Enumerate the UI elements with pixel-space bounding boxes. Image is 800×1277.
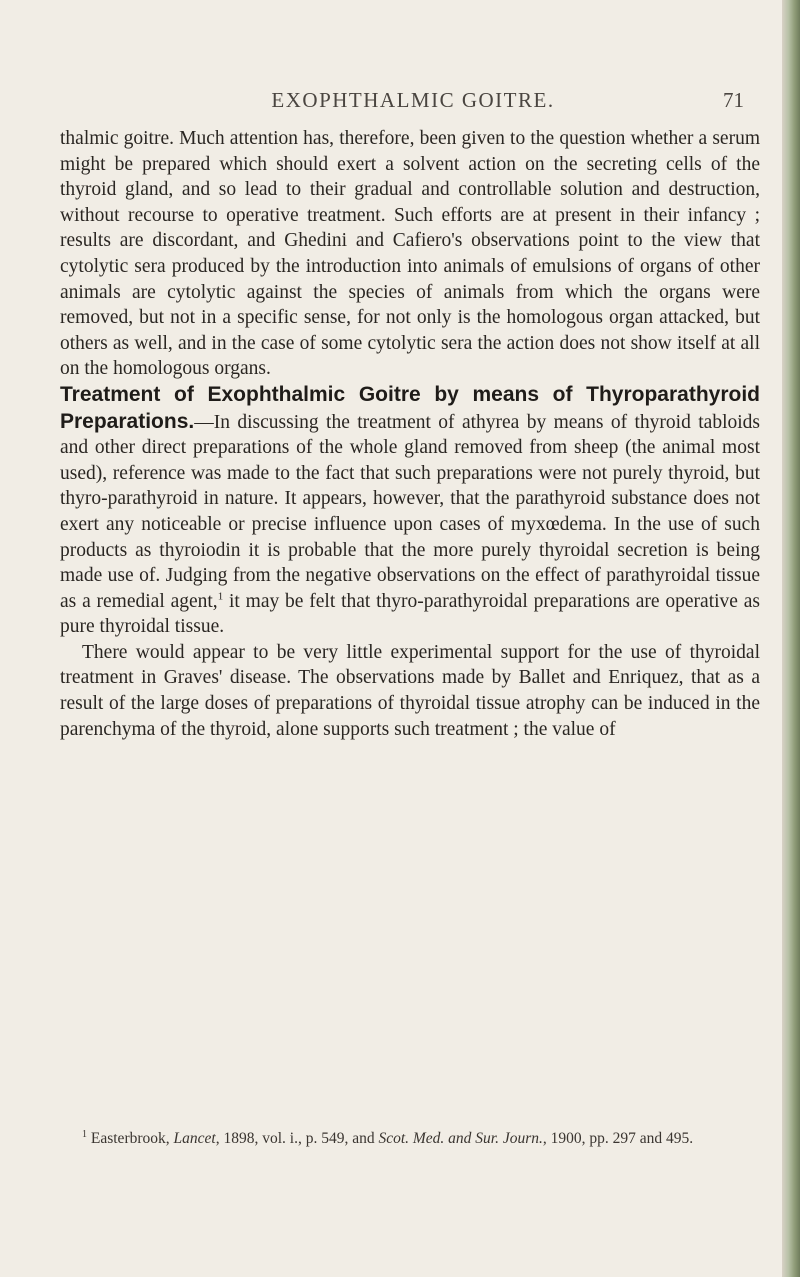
footnote-ref-2: , 1900, pp. 297 and 495.	[542, 1130, 694, 1147]
footnote-reference: 1	[217, 590, 224, 603]
footnote-journal-1: Lancet	[173, 1130, 216, 1147]
footnote-author: Easterbrook,	[87, 1130, 174, 1147]
paragraph-2	[60, 382, 760, 640]
footnotes	[60, 1129, 760, 1149]
footnote-1	[60, 1129, 760, 1149]
footnote-journal-2: Scot. Med. and Sur. Journ.	[378, 1130, 543, 1147]
paragraph-2-text: —In discussing the treatment of athyrea by means of thyroid tabloids and other direct preparations of the whole gland removed from sheep (the animal most used), reference was made to the fact that such preparations were not purely thyroid, but thyro-parathyroid in nature. It appears, however, that the parathyroid substance does not exert any noticeable or precise influence upon cases of myxœdema. In the use of such products as thyroiodin it is probable that the more purely thyroidal secretion is being made use of. Judging from the negative observations on the effect of parathyroidal tissue as a remedial agent,	[60, 411, 760, 612]
footnote-ref-1: , 1898, vol. i., p. 549, and	[215, 1130, 379, 1147]
section-heading: Treatment of Exophthalmic Goitre by means of Thyroparathyroid Preparations.	[60, 382, 760, 433]
book-binding-edge	[782, 0, 800, 1277]
page-header	[60, 88, 766, 118]
footnote-mark: 1	[82, 1128, 87, 1140]
running-title: EXOPHTHALMIC GOITRE.	[271, 88, 555, 112]
page-number: 71	[723, 88, 744, 112]
body-text	[60, 126, 760, 742]
paragraph-1: thalmic goitre. Much attention has, therefore, been given to the question whether a serum might be prepared which should exert a solvent action on the secreting cells of the thyroid gland, and so lead to their gradual and controllable solution and destruction, without recourse to operative treatment. Such efforts are at present in their infancy ; results are discordant, and Ghedini and Cafiero's observations point to the view that cytolytic sera produced by the introduction into animals of emulsions of organs of other animals are cytolytic against the species of animals from which the organs were removed, but not in a specific sense, for not only is the homologous organ attacked, but others as well, and in the case of some cytolytic sera the action does not show itself at all on the homologous organs.	[60, 128, 760, 380]
paragraph-3: There would appear to be very little experimental support for the use of thyroidal treatment in Graves' disease. The observations made by Ballet and Enriquez, that as a result of the large doses of preparations of thyroidal tissue atrophy can be induced in the parenchyma of the thyroid, alone supports such treatment ; the value of	[60, 641, 760, 740]
paragraph-2-end: it may be felt that thyro-parathyroidal preparations are operative as pure thyroidal tissue.	[60, 590, 761, 638]
